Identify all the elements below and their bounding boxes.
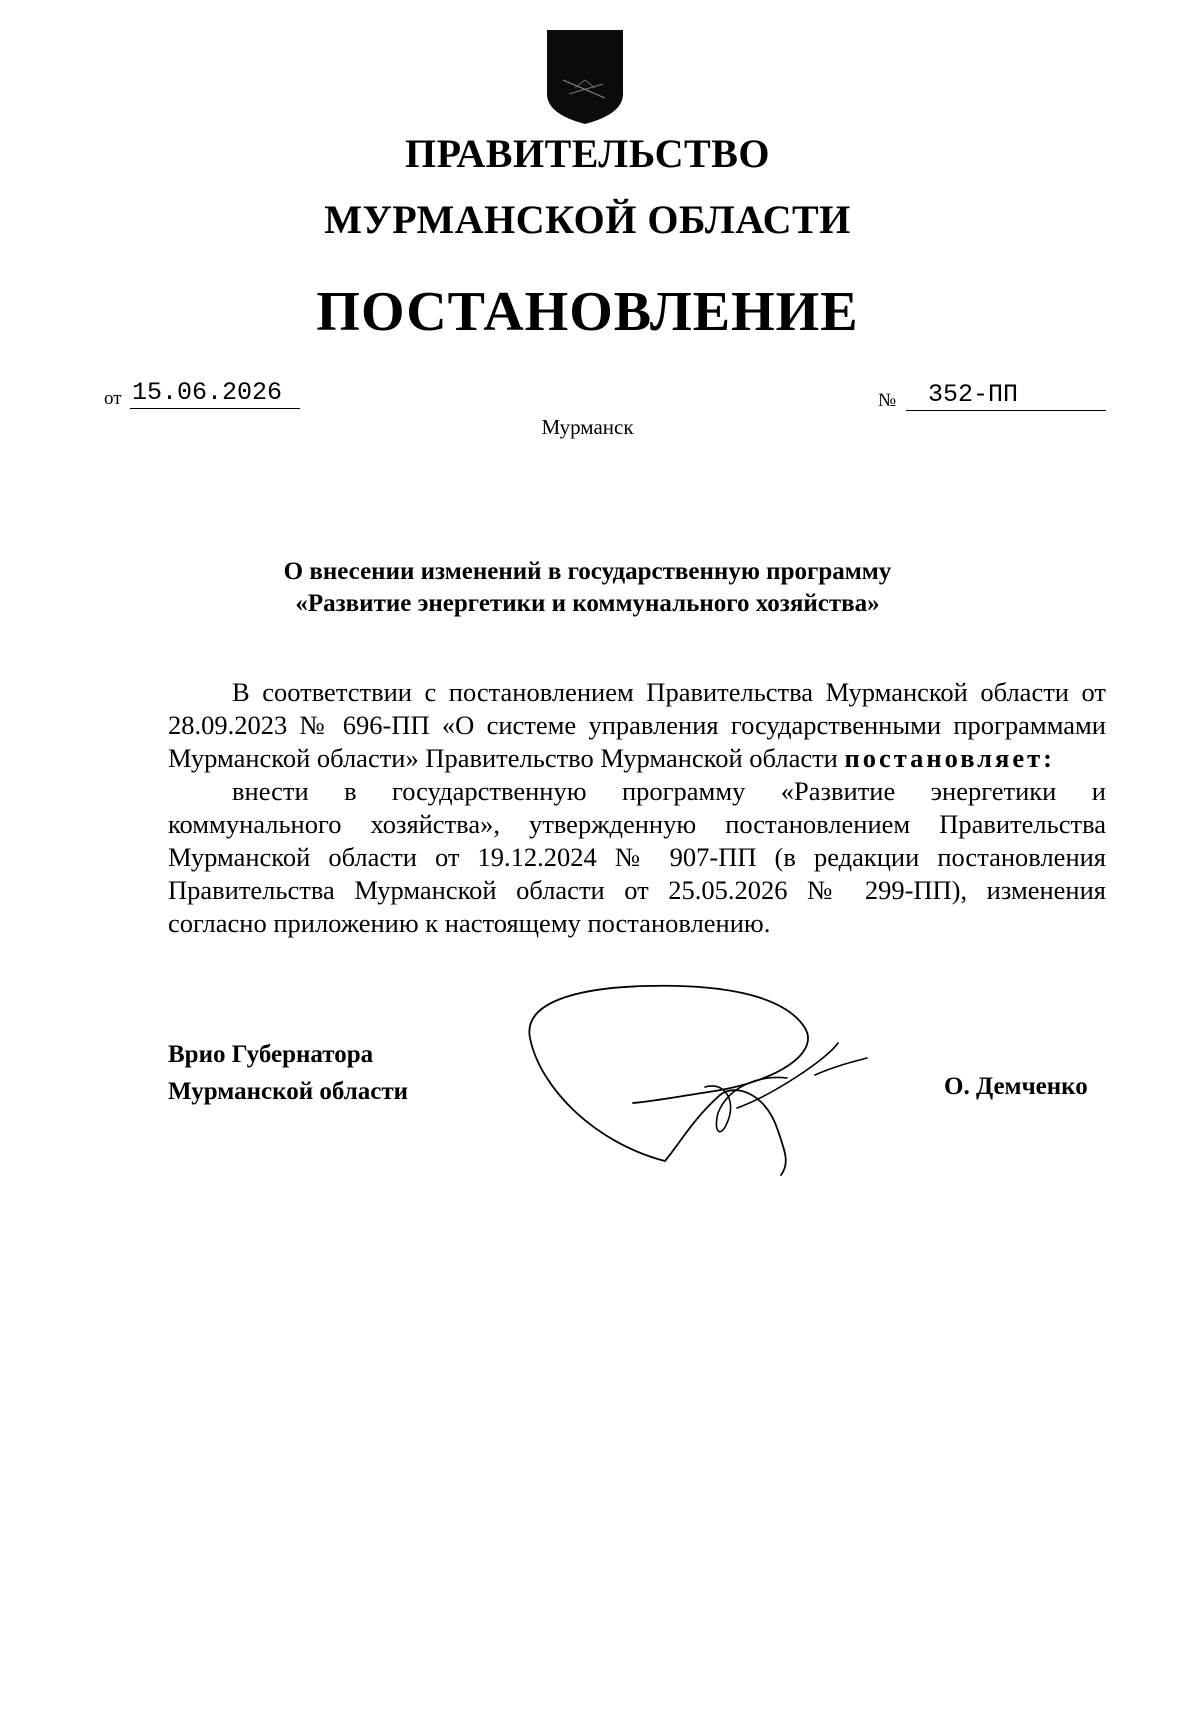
government-title-line2: МУРМАНСКОЙ ОБЛАСТИ — [324, 197, 851, 242]
coat-of-arms-icon — [545, 28, 625, 126]
signer-title-line2: Мурманской области — [168, 1078, 409, 1105]
resolution-keyword: постановляет — [844, 743, 1044, 773]
number-prefix: № — [878, 390, 897, 411]
body-paragraph-2: внести в государственную программу «Развитие энергетики и коммунального хозяйства», утвержденную постановлением Правительства Мурманской области от 19.12.2024 № 907-ПП (в редакции постановления Правительства Мурманской области от 25.05.2026 № 299-ПП), изменения согласно приложению к настоящему постановлению. — [168, 776, 1106, 938]
document-date: 15.06.2026 — [130, 378, 300, 409]
body-paragraph-1-text: В соответствии с постановлением Правительства Мурманской области от 28.09.2023 № 696-ПП «О системе управления государственными программами Мурманской области» Правительство Мурманской области — [168, 677, 1106, 773]
signer-title — [168, 1036, 408, 1110]
subject-line2: «Развитие энергетики и коммунального хозяйства» — [295, 590, 880, 617]
signer-name: О. Демченко — [944, 1073, 1088, 1100]
handwritten-signature — [515, 983, 885, 1183]
subject-line1: О внесении изменений в государственную программу — [283, 558, 892, 585]
city-name: Мурманск — [541, 415, 634, 439]
body-paragraph-1 — [168, 676, 1106, 775]
signer-title-line1: Врио Губернатора — [168, 1041, 374, 1068]
document-type-title: ПОСТАНОВЛЕНИЕ — [316, 281, 859, 343]
government-title-line1: ПРАВИТЕЛЬСТВО — [404, 131, 771, 176]
body-text — [168, 676, 1106, 940]
document-number: 352-ПП — [906, 380, 1106, 411]
resolution-colon: : — [1043, 743, 1052, 773]
coat-of-arms-emblem — [545, 28, 625, 126]
signature-icon — [515, 983, 885, 1183]
date-prefix: от — [104, 388, 122, 409]
